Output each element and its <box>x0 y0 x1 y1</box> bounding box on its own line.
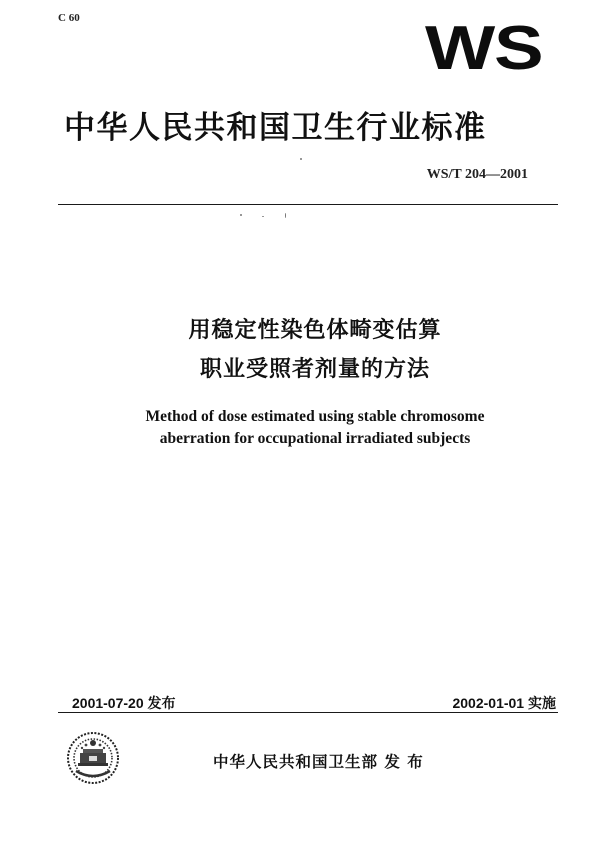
scan-speck <box>262 216 264 217</box>
issuer: 中华人民共和国卫生部 发 布 <box>213 753 424 771</box>
scan-speck <box>300 158 302 160</box>
ws-logo: WS <box>425 14 543 83</box>
top-divider <box>58 204 558 205</box>
implementation-date: 2002-01-01 实施 <box>452 695 556 711</box>
classification-code: C 60 <box>58 12 80 24</box>
document-title-en-line2: aberration for occupational irradiated subjects <box>159 430 471 447</box>
standard-number: WS/T 204—2001 <box>426 167 528 182</box>
document-title-en-line1: Method of dose estimated using stable chromosome <box>145 408 485 425</box>
document-title-cn-line1: 用稳定性染色体畸变估算 <box>188 318 442 343</box>
standard-body-title: 中华人民共和国卫生行业标准 <box>64 110 487 146</box>
document-title-cn-line2: 职业受照者剂量的方法 <box>199 357 430 382</box>
national-emblem-icon <box>66 731 120 785</box>
issue-date: 2001-07-20 发布 <box>72 695 176 711</box>
scan-speck <box>240 214 242 216</box>
bottom-divider <box>58 712 558 713</box>
scan-speck <box>285 213 286 218</box>
